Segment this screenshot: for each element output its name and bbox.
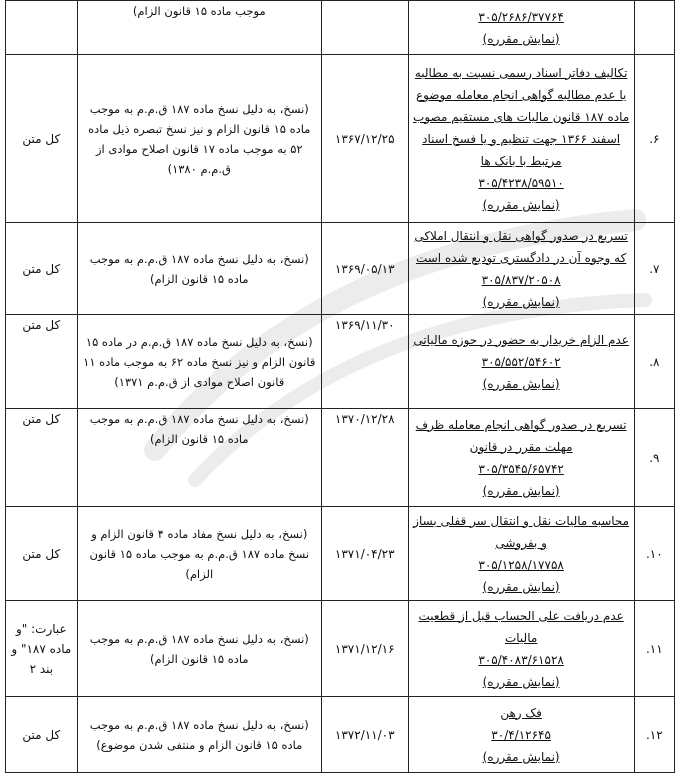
row-number: .۱۱	[634, 601, 674, 697]
show-regulation-link[interactable]: (نمایش مقرره)	[482, 579, 560, 594]
repeal-scope: کل متن	[6, 55, 78, 223]
regulation-date	[321, 1, 408, 55]
show-regulation-link[interactable]: (نمایش مقرره)	[482, 197, 560, 212]
regulation-title-cell	[408, 223, 634, 315]
repeal-scope: کل متن	[6, 223, 78, 315]
regulation-title-cell	[408, 315, 634, 409]
show-regulation-link[interactable]: (نمایش مقرره)	[482, 483, 560, 498]
row-number: .۸	[634, 315, 674, 409]
regulation-date: ۱۳۷۱/۰۴/۲۳	[321, 507, 408, 601]
repeal-scope: کل متن	[6, 409, 78, 507]
row-number	[634, 1, 674, 55]
table-row	[6, 507, 675, 601]
show-regulation-link[interactable]: (نمایش مقرره)	[482, 749, 560, 764]
regulation-title[interactable]: محاسبه مالیات نقل و انتقال سر قفلی بساز و بفروشی	[413, 513, 630, 550]
repeal-reason: (نسخ، به دلیل نسخ ماده ۱۸۷ ق.م.م در ماده ۱۵ قانون الزام و نیز نسخ ماده ۶۲ به موجب ماده ۱۱ قانون اصلاح موادی از ق.م.م ۱۳۷۱)	[77, 315, 321, 409]
regulation-title-cell	[408, 507, 634, 601]
document-page	[5, 0, 675, 782]
repeal-reason: (نسخ، به دلیل نسخ ماده ۱۸۷ ق.م.م به موجب ماده ۱۵ قانون الزام)	[77, 601, 321, 697]
regulation-title-cell	[408, 601, 634, 697]
regulation-title[interactable]: تسریع در صدور گواهی انجام معامله ظرف مهلت مقرر در قانون	[415, 417, 627, 454]
row-number: .۱۲	[634, 697, 674, 773]
regulation-title[interactable]: تسریع در صدور گواهی نقل و انتقال املاکی که وجوه آن در دادگستری تودیع شده است	[414, 228, 628, 265]
repeal-scope: کل متن	[6, 507, 78, 601]
table-row	[6, 315, 675, 409]
regulation-date: ۱۳۷۱/۱۲/۱۶	[321, 601, 408, 697]
row-number: .۹	[634, 409, 674, 507]
repeal-scope: کل متن	[6, 315, 78, 409]
regulation-title[interactable]: عدم الزام خریدار به حضور در حوزه مالیاتی	[413, 332, 629, 347]
table-row	[6, 55, 675, 223]
table-row	[6, 223, 675, 315]
table-row	[6, 1, 675, 55]
row-number: .۱۰	[634, 507, 674, 601]
regulation-code: ۳۰۵/۱۲۵۸/۱۷۷۵۸	[478, 557, 564, 572]
repeal-reason: (نسخ، به دلیل نسخ مفاد ماده ۴ قانون الزام و نسخ ماده ۱۸۷ ق.م.م به موجب ماده ۱۵ قانون الزام)	[77, 507, 321, 601]
regulation-date: ۱۳۷۲/۱۱/۰۳	[321, 697, 408, 773]
regulation-code: ۳۰۵/۲۶۸۶/۳۷۷۶۴	[478, 9, 564, 24]
repeal-scope	[6, 1, 78, 55]
show-regulation-link[interactable]: (نمایش مقرره)	[482, 376, 560, 391]
regulation-title-cell	[408, 55, 634, 223]
regulation-title[interactable]: تکالیف دفاتر اسناد رسمی نسبت به مطالبه یا عدم مطالبه گواهی انجام معامله موضوع ماده ۱۸۷ قانون مالیات های مستقیم مصوب اسفند ۱۳۶۶ جهت تنظیم و یا فسخ اسناد مرتبط با بانک ها	[413, 65, 630, 168]
regulation-code: ۳۰/۴/۱۲۶۴۵	[491, 727, 551, 742]
table-row	[6, 601, 675, 697]
table-row	[6, 697, 675, 773]
show-regulation-link[interactable]: (نمایش مقرره)	[482, 31, 560, 46]
regulation-code: ۳۰۵/۴۰۸۳/۶۱۵۲۸	[478, 652, 564, 667]
regulation-title[interactable]: عدم دریافت علی الحساب قبل از قطعیت مالیات	[418, 608, 624, 645]
regulation-date: ۱۳۶۹/۰۵/۱۳	[321, 223, 408, 315]
regulation-title-cell	[408, 697, 634, 773]
regulation-date: ۱۳۶۹/۱۱/۳۰	[321, 315, 408, 409]
regulation-title[interactable]: فک رهن	[500, 705, 542, 720]
regulation-code: ۳۰۵/۵۵۲/۵۴۶۰۲	[481, 354, 561, 369]
row-number: .۶	[634, 55, 674, 223]
regulation-code: ۳۰۵/۸۳۷/۲۰۵۰۸	[481, 272, 561, 287]
regulation-date: ۱۳۷۰/۱۲/۲۸	[321, 409, 408, 507]
regulation-code: ۳۰۵/۴۲۳۸/۵۹۵۱۰	[478, 175, 564, 190]
regulation-date: ۱۳۶۷/۱۲/۲۵	[321, 55, 408, 223]
repeal-scope: عبارت: "و ماده ۱۸۷" و بند ۲	[6, 601, 78, 697]
regulations-table	[5, 0, 675, 773]
show-regulation-link[interactable]: (نمایش مقرره)	[482, 294, 560, 309]
repeal-reason: (نسخ، به دلیل نسخ ماده ۱۸۷ ق.م.م به موجب ماده ۱۵ قانون الزام)	[77, 223, 321, 315]
repeal-reason: (نسخ، به دلیل نسخ ماده ۱۸۷ ق.م.م به موجب ماده ۱۵ قانون الزام و نیز نسخ تبصره ذیل ماده ۵۲ به موجب ماده ۱۷ قانون اصلاح موادی از ق.م.م ۱۳۸۰)	[77, 55, 321, 223]
show-regulation-link[interactable]: (نمایش مقرره)	[482, 674, 560, 689]
regulation-code: ۳۰۵/۳۵۴۵/۶۵۷۴۲	[478, 461, 564, 476]
repeal-reason: (نسخ، به دلیل نسخ ماده ۱۸۷ ق.م.م به موجب ماده ۱۵ قانون الزام و منتفی شدن موضوع)	[77, 697, 321, 773]
repeal-scope: کل متن	[6, 697, 78, 773]
table-row	[6, 409, 675, 507]
regulation-title-cell	[408, 1, 634, 55]
repeal-reason: موجب ماده ۱۵ قانون الزام)	[77, 1, 321, 55]
regulation-title-cell	[408, 409, 634, 507]
row-number: .۷	[634, 223, 674, 315]
repeal-reason: (نسخ، به دلیل نسخ ماده ۱۸۷ ق.م.م به موجب ماده ۱۵ قانون الزام)	[77, 409, 321, 507]
